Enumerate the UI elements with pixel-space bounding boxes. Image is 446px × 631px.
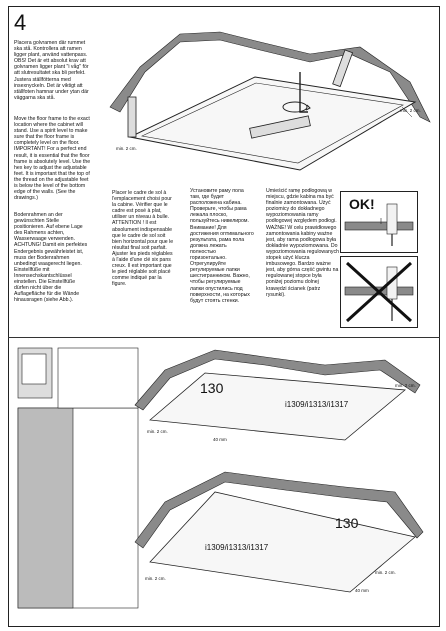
frame-diagram-a [125, 345, 430, 445]
min-2cm-label-right: min. 2 cm. [400, 108, 421, 113]
not-ok-detail-box [340, 256, 418, 328]
model-label-b: i1309/i1313/i1317 [205, 543, 269, 552]
dim-40mm-label-a: 40 mm [213, 437, 227, 442]
ok-label: OK! [349, 196, 375, 212]
size-130-label-a: 130 [200, 380, 224, 396]
floor-frame-illustration [110, 12, 435, 182]
not-ok-foot-detail [341, 257, 417, 327]
section-divider [8, 337, 440, 338]
text-swedish: Placera golvramen där rummet ska stå. Kontrollera att ramen ligger plant, använd vattenpass. OBS! Det är ett absolut krav att golvramen ligger plant "i våg" för att slutresultatet ska bli perfekt. Justera ställfötterna med insexnyckeln. Det är viktigt att ställfoten hamnar under ytan där väggarna ska stå. [14, 40, 89, 101]
model-label-a: i1309/i1313/i1317 [285, 400, 349, 409]
adjustable-foot-left [128, 97, 136, 137]
floor-frame-a [150, 373, 405, 440]
size-130-label-b: 130 [335, 515, 359, 531]
dim-40mm-label-b: 40 mm [355, 588, 369, 593]
ok-detail-box [340, 191, 418, 253]
min-2cm-label-a-right: min. 2 cm. [395, 383, 416, 388]
floor-frame-b [150, 492, 415, 592]
min-2cm-label-b-right: min. 2 cm. [375, 570, 396, 575]
room-plan-illustration [18, 348, 138, 613]
step-number: 4 [14, 10, 27, 35]
min-2cm-label-b-left: min. 2 cm. [145, 576, 166, 581]
text-german: Bodenrahmen an der gewünschten Stelle positionieren. Auf ebene Lage des Rahmens achten, Wasserwaage verwenden. ACHTUNG! Damit ein perfektes Endergebnis gewährleistet ist, muss der Bodenrahmen unbedingt waagerecht liegen. Einstellfüße mit Innensechskantschlüssel einstellen. Die Einstellfüße dürfen nicht über die Auflagefläche für die Wände hinausragen (siehe Abb.). [14, 212, 88, 304]
text-russian: Установите раму пола там, где будет расположена кабина. Проверьте, чтобы рама лежала плоско, пользуйтесь нивелиром. Внимание! Для достижения оптимального результата, рама пола должна лежать полностью горизонтально. Отрегулируйте регулируемые лапки шестигранником. Важно, чтобы регулируемые лапки опустились под поверхности, на которых будут стоять стенки. [190, 188, 254, 304]
text-french: Placer le cadre de sol à l'emplacement choisi pour la cabine. Vérifier que le cadre est posé à plat, utiliser un niveau à bulle. ATTENTION ! Il est absolument indispensable que le cadre de sol soit bien horizontal pour que le résultat final soit parfait. Ajuster les pieds réglables à l'aide d'une clé six pans creux. Il est important que le pied réglable soit placé comme indiqué par la figure. [112, 190, 174, 288]
min-2cm-label-a-left: min. 2 cm. [147, 429, 168, 434]
text-polish: Umieścić ramę podłogową w miejscu, gdzie kabina ma być finalnie zamontowana. Użyć poziomicy do dokładnego wypoziomowania ramy podłogowej względem podłogi. WAŻNE! W celu prawidłowego zamontowania kabiny ważne jest, aby rama podłogowa była dokładnie wypoziomowana. Do wypoziomowania regulowanych stopek użyć klucza imbusowego. Bardzo ważne jest, aby górna część gwintu na regulowanej stopce była poniżej poziomu dolnej krawędzi ścianek (patrz rysunki). [266, 188, 339, 298]
min-2cm-label-left: min. 2 cm. [116, 146, 137, 151]
frame-diagram-b [125, 462, 430, 602]
text-english: Move the floor frame to the exact location where the cabinet will stand. Use a spirit level to make sure that the floor frame is completely level on the floor. IMPORTANT! For a perfect end result, it is essential that the floor frame is absolutely level. Use the hex key to adjust the adjustable feet. It is important that the top of the thread on the adjustable feet is below the level of the bottom edge of the walls. (See the drawings.) [14, 116, 91, 202]
ok-foot-detail [341, 192, 417, 252]
